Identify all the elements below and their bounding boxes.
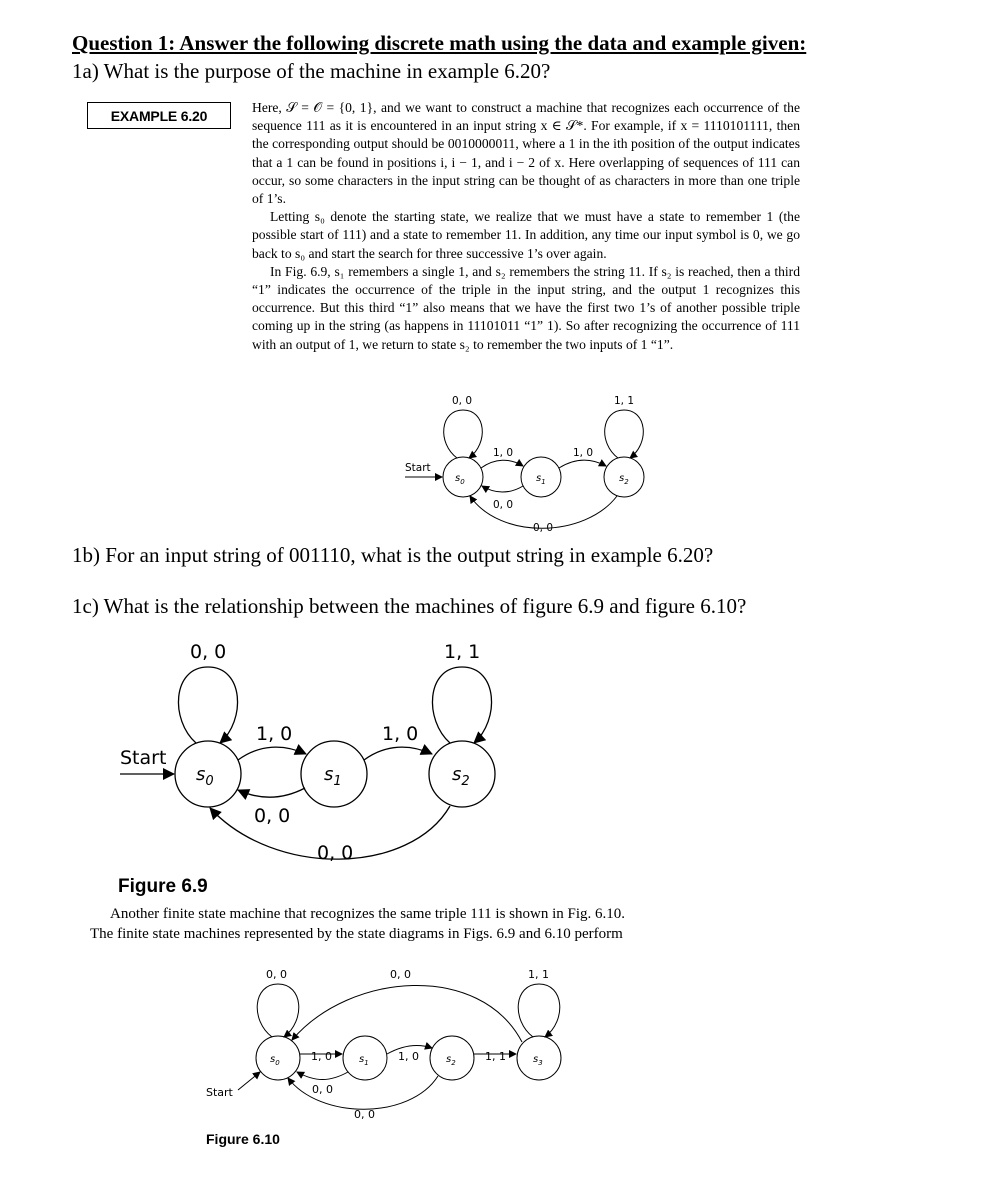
state-s0-label: $s_0$ — [196, 764, 214, 789]
label-s1-s0: 0, 0 — [312, 1083, 333, 1096]
state-s2 — [430, 1036, 474, 1080]
edge-s1-s0 — [482, 486, 523, 492]
state-s3-label: $s_3$ — [533, 1054, 543, 1067]
state-s0 — [256, 1036, 300, 1080]
figure-6-10-caption: Figure 6.10 — [206, 1131, 280, 1147]
loop-s0 — [444, 410, 483, 458]
label-s3-s0: 0, 0 — [390, 968, 411, 981]
state-s1-label: $s_1$ — [324, 764, 342, 789]
edge-s2-s0 — [288, 1076, 438, 1109]
text-line-2: The finite state machines represented by the state diagrams in Figs. 6.9 and 6.10 perform — [90, 926, 623, 942]
label-s1-s2: 1, 0 — [573, 447, 594, 459]
state-s0 — [443, 457, 483, 497]
label-s2-s0: 0, 0 — [317, 842, 354, 864]
label-s0-s1: 1, 0 — [311, 1050, 332, 1063]
question-1a: 1a) What is the purpose of the machine in example 6.20? — [72, 59, 551, 83]
figure-6-10-diagram — [200, 962, 580, 1127]
label-loop-s3: 1, 1 — [528, 968, 549, 981]
edge-s0-s1 — [238, 747, 306, 760]
question-1b: 1b) For an input string of 001110, what is the output string in example 6.20? — [72, 543, 714, 567]
edge-s1-s2 — [559, 460, 606, 468]
example-label: EXAMPLE 6.20 — [87, 102, 231, 129]
start-label: Start — [206, 1086, 233, 1099]
example-state-diagram — [395, 388, 660, 538]
state-s2-label: $s_2$ — [446, 1054, 456, 1067]
edge-s1-s0 — [297, 1072, 348, 1080]
loop-s2 — [605, 410, 644, 458]
edge-s1-s0 — [238, 788, 305, 797]
label-s1-s2: 1, 0 — [398, 1050, 419, 1063]
state-s0-label: $s_0$ — [455, 473, 465, 486]
label-s0-s1: 1, 0 — [493, 447, 514, 459]
state-s3 — [517, 1036, 561, 1080]
label-loop-s2: 1, 1 — [614, 395, 635, 407]
start-label: Start — [405, 462, 431, 474]
loop-s0 — [257, 984, 299, 1037]
start-label: Start — [120, 747, 167, 769]
text-line-1: Another finite state machine that recognizes the same triple 111 is shown in Fig. 6.10. — [110, 906, 626, 922]
state-s2-label: $s_2$ — [619, 473, 629, 486]
state-s0-label: $s_0$ — [270, 1054, 280, 1067]
label-s2-s0: 0, 0 — [533, 522, 554, 534]
label-loop-s0: 0, 0 — [452, 395, 473, 407]
label-s2-s0: 0, 0 — [354, 1108, 375, 1121]
example-text — [252, 99, 800, 354]
label-s1-s0: 0, 0 — [254, 805, 291, 827]
label-loop-s2: 1, 1 — [444, 641, 481, 663]
label-s0-s1: 1, 0 — [256, 723, 293, 745]
state-s2-label: $s_2$ — [452, 764, 470, 789]
loop-s0 — [178, 667, 237, 743]
edge-s3-s0 — [292, 985, 522, 1042]
figure-6-9-diagram — [110, 630, 540, 870]
figure-6-9-caption: Figure 6.9 — [118, 876, 208, 897]
loop-s2 — [432, 667, 491, 743]
label-s1-s0: 0, 0 — [493, 499, 514, 511]
state-s1-label: $s_1$ — [536, 473, 546, 486]
state-s1-label: $s_1$ — [359, 1054, 369, 1067]
state-s1 — [343, 1036, 387, 1080]
edge-s0-s1 — [481, 460, 523, 468]
label-loop-s0: 0, 0 — [266, 968, 287, 981]
example-paragraph-3: In Fig. 6.9, s₁ remembers a single 1, and s₂ remembers the string 11. If s₂ is reached, then a third “1” indicates the occurrence of the triple in the input string, and the output 1 recognizes this occurrence. But this third “1” also means that we have the first two 1’s of another possible triple coming up in the string (as happens in 11101011 “1” 1). So after recognizing the occurrence of 111 with an output of 1, we return to state s₂ to remember the two inputs of 1 “1”. — [252, 263, 800, 352]
start-arrow — [238, 1072, 260, 1090]
label-s1-s2: 1, 0 — [382, 723, 419, 745]
example-paragraph-2: Letting s₀ denote the starting state, we realize that we must have a state to remember 1 (the possible start of 111) and a state to remember 11. In addition, any time our input symbol is 0, we go back to s₀ and start the search for three successive 1’s over again. — [252, 209, 800, 261]
edge-s1-s2 — [364, 747, 432, 760]
example-paragraph-1: Here, 𝒮 = 𝒪 = {0, 1}, and we want to construct a machine that recognizes each occurrence of the sequence 111 as it is encountered in an input string x ∈ 𝒮*. For example, if x = 1110101111, then the corresponding output should be 0010000011, where a 1 in the ith position of the output indicates that a 1 can be found in positions i, i − 1, and i − 2 of x. Here overlapping of sequences of 111 can occur, so some characters in the input string can be thought of as characters in more than one triple of 1’s. — [252, 100, 800, 207]
label-loop-s0: 0, 0 — [190, 641, 227, 663]
question-title: Question 1: Answer the following discrete math using the data and example given: — [72, 31, 807, 55]
question-1c: 1c) What is the relationship between the machines of figure 6.9 and figure 6.10? — [72, 594, 747, 618]
label-s2-s3: 1, 1 — [485, 1050, 506, 1063]
loop-s3 — [518, 984, 560, 1037]
